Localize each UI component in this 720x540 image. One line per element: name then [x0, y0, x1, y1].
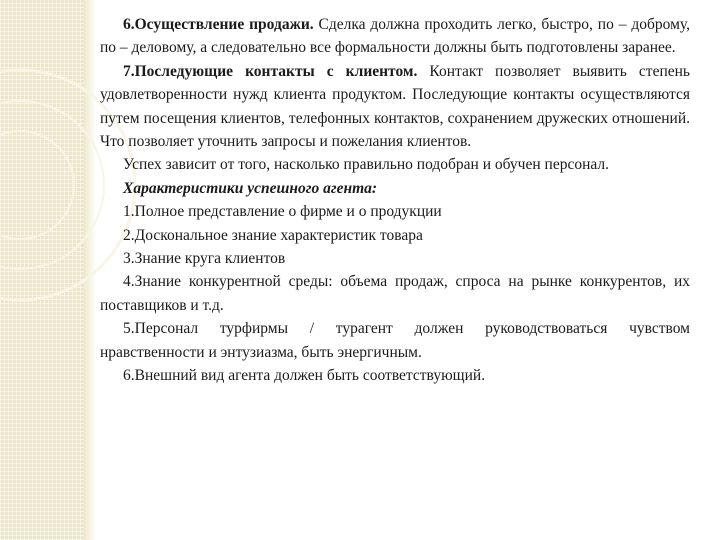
list-item-3: 3.Знание круга клиентов [123, 250, 286, 268]
paragraph-text: Успех зависит от того, насколько правильно подобран и обучен персонал. [123, 156, 609, 174]
list-item-1: 1.Полное представление о фирме и о продукции [123, 203, 442, 221]
list-item-2: 2.Доскональное знание характеристик товара [123, 226, 423, 244]
paragraph-sale-completion [100, 13, 690, 60]
list-item-5: 5.Персонал турфирмы / турагент должен руководствоваться чувством нравственности и энтузиазма, быть энергичным. [100, 320, 690, 361]
slide-text-body [100, 13, 690, 388]
paragraph-follow-up-contacts [100, 60, 690, 154]
list-item-4: 4.Знание конкурентной среды: объема продаж, спроса на рынке конкурентов, их поставщиков и т.д. [100, 273, 690, 314]
decorative-arc-medium [0, 101, 104, 269]
list-item-6: 6.Внешний вид агента должен быть соответствующий. [123, 367, 486, 385]
section-heading-agent-characteristics: Характеристики успешного агента: [123, 179, 378, 197]
paragraph-lead: 6.Осуществление продажи. [123, 16, 314, 33]
paragraph-lead: 7.Последующие контакты с клиентом. [123, 62, 418, 80]
paragraph-text: Контакт позволяет выявить степень удовлетворенности нужд клиента продуктом. Последующие контакты осуществляются путем посещения клиентов, телефонных контактов, сохранением дружеских отношений. Что позволяет уточнить запросы и пожелания клиентов. [100, 62, 690, 151]
decorative-arc-small [0, 131, 74, 239]
paragraph-text: Сделка должна проходить легко, быстро, по – доброму, по – деловому, а следовательно все формальности должны быть подготовлены заранее. [100, 16, 690, 57]
paragraph-success-factor [100, 153, 690, 176]
